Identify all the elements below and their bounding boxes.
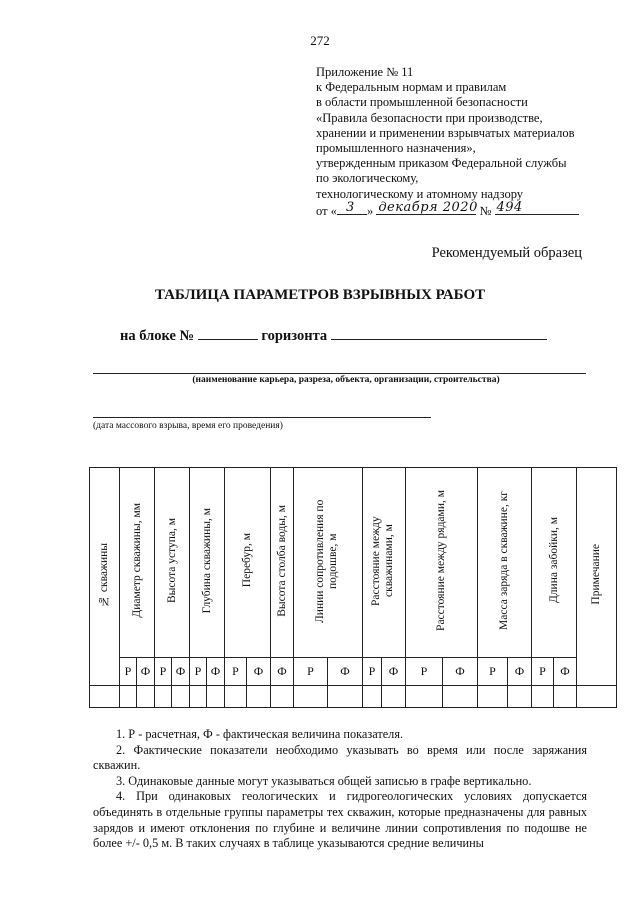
header-bench-height [155, 468, 190, 658]
org-caption: (наименование карьера, разреза, объекта, организации, строительства) [192, 375, 500, 385]
appendix-line: «Правила безопасности при производстве, [316, 110, 543, 125]
org-name-line [93, 373, 586, 374]
table-cell [225, 686, 247, 708]
header-label: Высота столба воды, м [275, 504, 288, 617]
note-item: 3. Одинаковые данные могут указываться общей записью в графе вертикально. [116, 773, 532, 788]
header-label: Расстояние между скважинами, м [370, 515, 395, 606]
table-cell [271, 686, 294, 708]
table-cell [155, 686, 172, 708]
header-well-spacing [363, 468, 406, 658]
sub-header: Р [532, 658, 554, 686]
header-burden [294, 468, 363, 658]
header-label: Расстояние между рядами, м [435, 490, 447, 631]
table-cell [247, 686, 271, 708]
table-cell [508, 686, 532, 708]
block-label: на блоке № [120, 328, 195, 344]
appendix-line: утвержденным приказом Федеральной службы [316, 156, 567, 171]
note-item: 2. Фактические показатели необходимо указывать во время или после заряжания скважин. [93, 742, 587, 773]
appendix-line: промышленного назначения», [316, 141, 476, 156]
date-caption: (дата массового взрыва, время его проведения) [93, 421, 283, 431]
sub-header: Ф [137, 658, 155, 686]
date-line [93, 417, 431, 418]
table-cell [363, 686, 382, 708]
table-row [90, 686, 617, 708]
table-cell [554, 686, 577, 708]
sub-header: Ф [328, 658, 363, 686]
header-label: Диаметр скважины, мм [130, 503, 143, 618]
table-cell [328, 686, 363, 708]
header-well-number [90, 468, 120, 686]
sub-header: Ф [382, 658, 406, 686]
sub-header: Ф [443, 658, 478, 686]
table-cell [406, 686, 443, 708]
appendix-line: к Федеральным нормам и правилам [316, 80, 507, 95]
sub-header: Р [120, 658, 137, 686]
header-label: Линии сопротивления по подошве, м [314, 498, 339, 623]
horizon-blank [331, 325, 547, 340]
parameters-table [89, 467, 617, 708]
header-note [577, 468, 617, 686]
notes [93, 727, 587, 852]
sub-header: Ф [172, 658, 190, 686]
sub-header: Р [363, 658, 382, 686]
appendix-line: хранении и применении взрывчатых материалов [316, 125, 575, 140]
header-water-column [271, 468, 294, 658]
header-row-spacing [406, 468, 478, 658]
sub-header: Р [294, 658, 328, 686]
table-cell [382, 686, 406, 708]
order-no-label: № [479, 203, 492, 218]
appendix-line: Приложение № 11 [316, 65, 414, 79]
table-cell [294, 686, 328, 708]
page-number: 272 [310, 33, 330, 48]
sub-header: Р [225, 658, 247, 686]
block-horizon-line [120, 325, 547, 345]
sub-header: Ф [554, 658, 577, 686]
sub-header: Р [155, 658, 172, 686]
header-stemming-length [532, 468, 577, 658]
order-number-field [495, 199, 579, 215]
sub-header: Р [406, 658, 443, 686]
sub-header: Ф [207, 658, 225, 686]
appendix-line: технологическому и атомному надзору [316, 186, 524, 201]
table-cell [120, 686, 137, 708]
appendix-line: в области промышленной безопасности [316, 95, 528, 110]
sub-header: Ф [508, 658, 532, 686]
appendix-header [316, 65, 579, 219]
horizon-label: горизонта [261, 328, 328, 344]
note-item: 1. Р - расчетная, Ф - фактическая величина показателя. [116, 727, 404, 741]
header-label: Примечание [590, 544, 602, 605]
header-label: Перебур, м [241, 533, 253, 588]
table-cell [532, 686, 554, 708]
header-well-depth [190, 468, 225, 658]
order-day-handwritten: 3 [345, 199, 355, 215]
order-date-line [316, 199, 579, 219]
table-cell [577, 686, 617, 708]
order-number-handwritten: 494 [496, 199, 523, 215]
table-cell [190, 686, 207, 708]
table-cell [172, 686, 190, 708]
header-label: Глубина скважины, м [200, 507, 213, 614]
table-cell [207, 686, 225, 708]
header-charge-mass [478, 468, 532, 658]
sub-header: Р [190, 658, 207, 686]
sub-header: Ф [247, 658, 271, 686]
header-label: Масса заряда в скважине, кг [498, 491, 510, 630]
order-month-field [376, 199, 478, 215]
table-cell [443, 686, 478, 708]
header-label: Высота уступа, м [165, 517, 178, 603]
order-day-field [337, 199, 367, 215]
block-number-blank [198, 325, 258, 340]
table-cell [478, 686, 508, 708]
sub-header: Р [478, 658, 508, 686]
order-quote-close: » [366, 203, 374, 218]
header-label: № скважины [98, 542, 110, 607]
header-label: Длина забойки, м [547, 517, 560, 604]
appendix-line: по экологическому, [316, 171, 419, 186]
order-month-handwritten: декабря 2020 [378, 199, 478, 215]
sample-label: Рекомендуемый образец [431, 245, 582, 261]
header-overdrill [225, 468, 271, 658]
table-cell [90, 686, 120, 708]
header-diameter [120, 468, 155, 658]
note-item: 4. При одинаковых геологических и гидрогеологических условиях допускается объединять в отдельные группы параметры тех скважин, которые предназначены для равных зарядов и имеют отклонения по глубине и величине линии сопротивления по подошве не более +/- 0,5 м. В таких случаях в таблице указываются средние величины [93, 789, 587, 851]
page-title: ТАБЛИЦА ПАРАМЕТРОВ ВЗРЫВНЫХ РАБОТ [154, 287, 486, 303]
sub-header: Ф [271, 658, 294, 686]
table-cell [137, 686, 155, 708]
order-prefix: от « [316, 203, 337, 218]
